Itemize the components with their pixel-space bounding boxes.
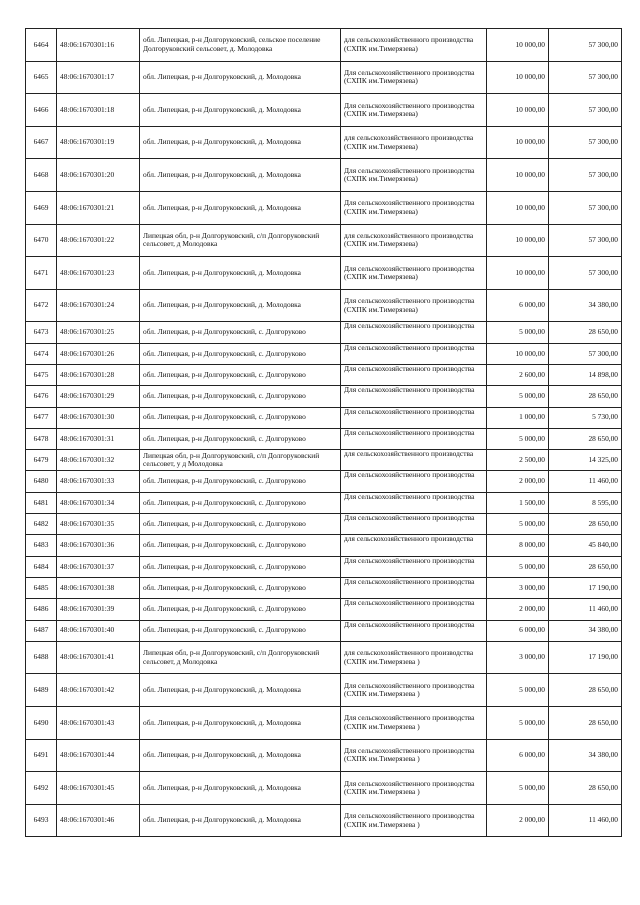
cadastral-value: 14 898,00 xyxy=(549,364,622,385)
plot-address: Липецкая обл, р-н Долгоруковский, с/п Долгоруковский сельсовет, у д Молодовка xyxy=(140,450,341,471)
plot-address: обл. Липецкая, р-н Долгоруковский, с. Долгоруково xyxy=(140,407,341,428)
table-body xyxy=(26,29,622,837)
table-row xyxy=(26,471,622,492)
cadastral-value: 57 300,00 xyxy=(549,224,622,257)
row-number: 6466 xyxy=(26,94,57,127)
row-number: 6481 xyxy=(26,492,57,513)
permitted-use: Для сельскохозяйственного производства (СХПК им.Тимерязева ) xyxy=(341,674,487,707)
permitted-use: Для сельскохозяйственного производства (СХПК им.Тимерязева) xyxy=(341,257,487,290)
table-row xyxy=(26,535,622,556)
plot-area: 10 000,00 xyxy=(487,126,549,159)
plot-area: 10 000,00 xyxy=(487,191,549,224)
cadastral-value: 57 300,00 xyxy=(549,257,622,290)
cadastral-value: 28 650,00 xyxy=(549,706,622,739)
table-row xyxy=(26,364,622,385)
table-row xyxy=(26,772,622,805)
cadastral-value: 5 730,00 xyxy=(549,407,622,428)
cadastral-number: 48:06:1670301:29 xyxy=(57,386,140,407)
row-number: 6472 xyxy=(26,289,57,322)
plot-area: 6 000,00 xyxy=(487,739,549,772)
cadastral-value: 57 300,00 xyxy=(549,343,622,364)
table-row xyxy=(26,674,622,707)
cadastral-value: 28 650,00 xyxy=(549,322,622,343)
plot-address: обл. Липецкая, р-н Долгоруковский, д. Молодовка xyxy=(140,257,341,290)
permitted-use: Для сельскохозяйственного производства xyxy=(341,471,487,492)
cadastral-value: 14 325,00 xyxy=(549,450,622,471)
cadastral-number: 48:06:1670301:44 xyxy=(57,739,140,772)
plot-address: обл. Липецкая, р-н Долгоруковский, с. Долгоруково xyxy=(140,535,341,556)
plot-area: 5 000,00 xyxy=(487,772,549,805)
table-row xyxy=(26,739,622,772)
cadastral-value: 57 300,00 xyxy=(549,126,622,159)
table-row xyxy=(26,289,622,322)
table-row xyxy=(26,61,622,94)
cadastral-value: 8 595,00 xyxy=(549,492,622,513)
plot-area: 6 000,00 xyxy=(487,289,549,322)
plot-area: 2 500,00 xyxy=(487,450,549,471)
permitted-use: Для сельскохозяйственного производства (СХПК им.Тимерязева ) xyxy=(341,804,487,837)
cadastral-number: 48:06:1670301:42 xyxy=(57,674,140,707)
plot-area: 2 600,00 xyxy=(487,364,549,385)
cadastral-number: 48:06:1670301:32 xyxy=(57,450,140,471)
cadastral-number: 48:06:1670301:19 xyxy=(57,126,140,159)
plot-area: 5 000,00 xyxy=(487,322,549,343)
plot-area: 3 000,00 xyxy=(487,641,549,674)
plot-area: 5 000,00 xyxy=(487,674,549,707)
permitted-use: Для сельскохозяйственного производства xyxy=(341,428,487,449)
row-number: 6474 xyxy=(26,343,57,364)
permitted-use: Для сельскохозяйственного производства (СХПК им.Тимерязева) xyxy=(341,61,487,94)
row-number: 6467 xyxy=(26,126,57,159)
cadastral-value: 34 380,00 xyxy=(549,739,622,772)
row-number: 6483 xyxy=(26,535,57,556)
table-row xyxy=(26,343,622,364)
permitted-use: Для сельскохозяйственного производства xyxy=(341,492,487,513)
table-row xyxy=(26,322,622,343)
permitted-use: Для сельскохозяйственного производства (СХПК им.Тимерязева) xyxy=(341,159,487,192)
cadastral-value: 28 650,00 xyxy=(549,514,622,535)
cadastral-number: 48:06:1670301:28 xyxy=(57,364,140,385)
cadastral-value: 57 300,00 xyxy=(549,159,622,192)
row-number: 6473 xyxy=(26,322,57,343)
land-plots-table xyxy=(25,28,622,837)
cadastral-number: 48:06:1670301:45 xyxy=(57,772,140,805)
plot-address: обл. Липецкая, р-н Долгоруковский, с. Долгоруково xyxy=(140,428,341,449)
row-number: 6476 xyxy=(26,386,57,407)
cadastral-number: 48:06:1670301:17 xyxy=(57,61,140,94)
plot-address: обл. Липецкая, р-н Долгоруковский, д. Молодовка xyxy=(140,674,341,707)
plot-address: обл. Липецкая, р-н Долгоруковский, с. Долгоруково xyxy=(140,471,341,492)
plot-area: 1 000,00 xyxy=(487,407,549,428)
permitted-use: Для сельскохозяйственного производства (СХПК им.Тимерязева ) xyxy=(341,772,487,805)
table-row xyxy=(26,556,622,577)
row-number: 6482 xyxy=(26,514,57,535)
row-number: 6490 xyxy=(26,706,57,739)
row-number: 6477 xyxy=(26,407,57,428)
row-number: 6478 xyxy=(26,428,57,449)
plot-area: 10 000,00 xyxy=(487,343,549,364)
table-row xyxy=(26,492,622,513)
cadastral-number: 48:06:1670301:43 xyxy=(57,706,140,739)
row-number: 6464 xyxy=(26,29,57,62)
row-number: 6485 xyxy=(26,577,57,598)
permitted-use: Для сельскохозяйственного производства xyxy=(341,364,487,385)
plot-address: обл. Липецкая, р-н Долгоруковский, сельское поселение Долгоруковский сельсовет, д. Молодовка xyxy=(140,29,341,62)
permitted-use: Для сельскохозяйственного производства xyxy=(341,514,487,535)
table-row xyxy=(26,620,622,641)
plot-address: обл. Липецкая, р-н Долгоруковский, с. Долгоруково xyxy=(140,386,341,407)
cadastral-number: 48:06:1670301:26 xyxy=(57,343,140,364)
table-row xyxy=(26,804,622,837)
plot-area: 5 000,00 xyxy=(487,428,549,449)
table-row xyxy=(26,599,622,620)
cadastral-number: 48:06:1670301:16 xyxy=(57,29,140,62)
plot-address: Липецкая обл, р-н Долгоруковский, с/п Долгоруковский сельсовет, д Молодовка xyxy=(140,641,341,674)
plot-address: обл. Липецкая, р-н Долгоруковский, д. Молодовка xyxy=(140,706,341,739)
cadastral-value: 11 460,00 xyxy=(549,471,622,492)
row-number: 6487 xyxy=(26,620,57,641)
table-row xyxy=(26,159,622,192)
table-row xyxy=(26,94,622,127)
table-row xyxy=(26,126,622,159)
table-row xyxy=(26,407,622,428)
cadastral-value: 28 650,00 xyxy=(549,428,622,449)
plot-area: 5 000,00 xyxy=(487,556,549,577)
row-number: 6469 xyxy=(26,191,57,224)
cadastral-number: 48:06:1670301:18 xyxy=(57,94,140,127)
cadastral-number: 48:06:1670301:30 xyxy=(57,407,140,428)
row-number: 6484 xyxy=(26,556,57,577)
cadastral-number: 48:06:1670301:39 xyxy=(57,599,140,620)
plot-address: обл. Липецкая, р-н Долгоруковский, д. Молодовка xyxy=(140,61,341,94)
plot-area: 10 000,00 xyxy=(487,29,549,62)
permitted-use: для сельскохозяйственного производства (СХПК им.Тимерязева) xyxy=(341,224,487,257)
cadastral-number: 48:06:1670301:46 xyxy=(57,804,140,837)
plot-address: обл. Липецкая, р-н Долгоруковский, д. Молодовка xyxy=(140,739,341,772)
row-number: 6470 xyxy=(26,224,57,257)
row-number: 6491 xyxy=(26,739,57,772)
cadastral-number: 48:06:1670301:24 xyxy=(57,289,140,322)
table-row xyxy=(26,577,622,598)
row-number: 6493 xyxy=(26,804,57,837)
cadastral-value: 28 650,00 xyxy=(549,674,622,707)
plot-area: 10 000,00 xyxy=(487,94,549,127)
row-number: 6480 xyxy=(26,471,57,492)
cadastral-number: 48:06:1670301:21 xyxy=(57,191,140,224)
cadastral-value: 28 650,00 xyxy=(549,556,622,577)
plot-area: 3 000,00 xyxy=(487,577,549,598)
plot-area: 5 000,00 xyxy=(487,386,549,407)
cadastral-number: 48:06:1670301:34 xyxy=(57,492,140,513)
row-number: 6471 xyxy=(26,257,57,290)
plot-address: обл. Липецкая, р-н Долгоруковский, д. Молодовка xyxy=(140,191,341,224)
plot-area: 2 000,00 xyxy=(487,804,549,837)
table-row xyxy=(26,706,622,739)
plot-area: 6 000,00 xyxy=(487,620,549,641)
plot-area: 10 000,00 xyxy=(487,159,549,192)
cadastral-value: 57 300,00 xyxy=(549,61,622,94)
permitted-use: Для сельскохозяйственного производства xyxy=(341,322,487,343)
cadastral-number: 48:06:1670301:31 xyxy=(57,428,140,449)
permitted-use: Для сельскохозяйственного производства xyxy=(341,577,487,598)
permitted-use: Для сельскохозяйственного производства xyxy=(341,620,487,641)
plot-address: обл. Липецкая, р-н Долгоруковский, с. Долгоруково xyxy=(140,343,341,364)
plot-area: 5 000,00 xyxy=(487,706,549,739)
cadastral-number: 48:06:1670301:41 xyxy=(57,641,140,674)
table-row xyxy=(26,514,622,535)
permitted-use: Для сельскохозяйственного производства (СХПК им.Тимерязева) xyxy=(341,94,487,127)
cadastral-number: 48:06:1670301:40 xyxy=(57,620,140,641)
cadastral-number: 48:06:1670301:36 xyxy=(57,535,140,556)
plot-address: обл. Липецкая, р-н Долгоруковский, с. Долгоруково xyxy=(140,620,341,641)
plot-address: обл. Липецкая, р-н Долгоруковский, д. Молодовка xyxy=(140,94,341,127)
row-number: 6488 xyxy=(26,641,57,674)
cadastral-value: 28 650,00 xyxy=(549,772,622,805)
permitted-use: Для сельскохозяйственного производства xyxy=(341,556,487,577)
row-number: 6468 xyxy=(26,159,57,192)
plot-area: 2 000,00 xyxy=(487,471,549,492)
plot-address: обл. Липецкая, р-н Долгоруковский, с. Долгоруково xyxy=(140,322,341,343)
table-row xyxy=(26,428,622,449)
row-number: 6479 xyxy=(26,450,57,471)
plot-address: обл. Липецкая, р-н Долгоруковский, д. Молодовка xyxy=(140,126,341,159)
row-number: 6486 xyxy=(26,599,57,620)
permitted-use: Для сельскохозяйственного производства xyxy=(341,407,487,428)
permitted-use: Для сельскохозяйственного производства (СХПК им.Тимерязева) xyxy=(341,191,487,224)
cadastral-value: 57 300,00 xyxy=(549,191,622,224)
table-row xyxy=(26,257,622,290)
cadastral-number: 48:06:1670301:37 xyxy=(57,556,140,577)
permitted-use: для сельскохозяйственного производства xyxy=(341,450,487,471)
table-row xyxy=(26,641,622,674)
cadastral-value: 17 190,00 xyxy=(549,641,622,674)
plot-address: обл. Липецкая, р-н Долгоруковский, д. Молодовка xyxy=(140,772,341,805)
plot-address: Липецкая обл, р-н Долгоруковский, с/п Долгоруковский сельсовет, д Молодовка xyxy=(140,224,341,257)
plot-address: обл. Липецкая, р-н Долгоруковский, д. Молодовка xyxy=(140,289,341,322)
row-number: 6465 xyxy=(26,61,57,94)
plot-address: обл. Липецкая, р-н Долгоруковский, с. Долгоруково xyxy=(140,556,341,577)
permitted-use: для сельскохозяйственного производства (СХПК им.Тимерязева) xyxy=(341,126,487,159)
cadastral-value: 28 650,00 xyxy=(549,386,622,407)
plot-address: обл. Липецкая, р-н Долгоруковский, с. Долгоруково xyxy=(140,364,341,385)
cadastral-value: 57 300,00 xyxy=(549,29,622,62)
table-row xyxy=(26,450,622,471)
table-row xyxy=(26,191,622,224)
row-number: 6492 xyxy=(26,772,57,805)
cadastral-number: 48:06:1670301:33 xyxy=(57,471,140,492)
plot-area: 10 000,00 xyxy=(487,224,549,257)
permitted-use: Для сельскохозяйственного производства (СХПК им.Тимерязева) xyxy=(341,289,487,322)
plot-address: обл. Липецкая, р-н Долгоруковский, д. Молодовка xyxy=(140,159,341,192)
plot-address: обл. Липецкая, р-н Долгоруковский, с. Долгоруково xyxy=(140,599,341,620)
cadastral-value: 34 380,00 xyxy=(549,620,622,641)
cadastral-value: 34 380,00 xyxy=(549,289,622,322)
row-number: 6475 xyxy=(26,364,57,385)
plot-area: 1 500,00 xyxy=(487,492,549,513)
plot-address: обл. Липецкая, р-н Долгоруковский, с. Долгоруково xyxy=(140,577,341,598)
permitted-use: Для сельскохозяйственного производства xyxy=(341,343,487,364)
plot-address: обл. Липецкая, р-н Долгоруковский, д. Молодовка xyxy=(140,804,341,837)
cadastral-value: 17 190,00 xyxy=(549,577,622,598)
cadastral-number: 48:06:1670301:35 xyxy=(57,514,140,535)
plot-area: 10 000,00 xyxy=(487,61,549,94)
cadastral-value: 11 460,00 xyxy=(549,804,622,837)
permitted-use: Для сельскохозяйственного производства (СХПК им.Тимерязева ) xyxy=(341,739,487,772)
permitted-use: для сельскохозяйственного производства (СХПК им.Тимерязева ) xyxy=(341,641,487,674)
permitted-use: Для сельскохозяйственного производства xyxy=(341,386,487,407)
permitted-use: для сельскохозяйственного производства xyxy=(341,535,487,556)
permitted-use: Для сельскохозяйственного производства xyxy=(341,599,487,620)
row-number: 6489 xyxy=(26,674,57,707)
table-row xyxy=(26,29,622,62)
plot-area: 10 000,00 xyxy=(487,257,549,290)
table-row xyxy=(26,386,622,407)
plot-area: 8 000,00 xyxy=(487,535,549,556)
plot-area: 2 000,00 xyxy=(487,599,549,620)
cadastral-number: 48:06:1670301:20 xyxy=(57,159,140,192)
permitted-use: для сельскохозяйственного производства (СХПК им.Тимерязева) xyxy=(341,29,487,62)
cadastral-number: 48:06:1670301:22 xyxy=(57,224,140,257)
cadastral-number: 48:06:1670301:23 xyxy=(57,257,140,290)
plot-address: обл. Липецкая, р-н Долгоруковский, с. Долгоруково xyxy=(140,514,341,535)
plot-address: обл. Липецкая, р-н Долгоруковский, с. Долгоруково xyxy=(140,492,341,513)
cadastral-number: 48:06:1670301:25 xyxy=(57,322,140,343)
cadastral-value: 11 460,00 xyxy=(549,599,622,620)
cadastral-value: 45 840,00 xyxy=(549,535,622,556)
permitted-use: Для сельскохозяйственного производства (СХПК им.Тимерязева ) xyxy=(341,706,487,739)
cadastral-value: 57 300,00 xyxy=(549,94,622,127)
plot-area: 5 000,00 xyxy=(487,514,549,535)
table-row xyxy=(26,224,622,257)
cadastral-number: 48:06:1670301:38 xyxy=(57,577,140,598)
